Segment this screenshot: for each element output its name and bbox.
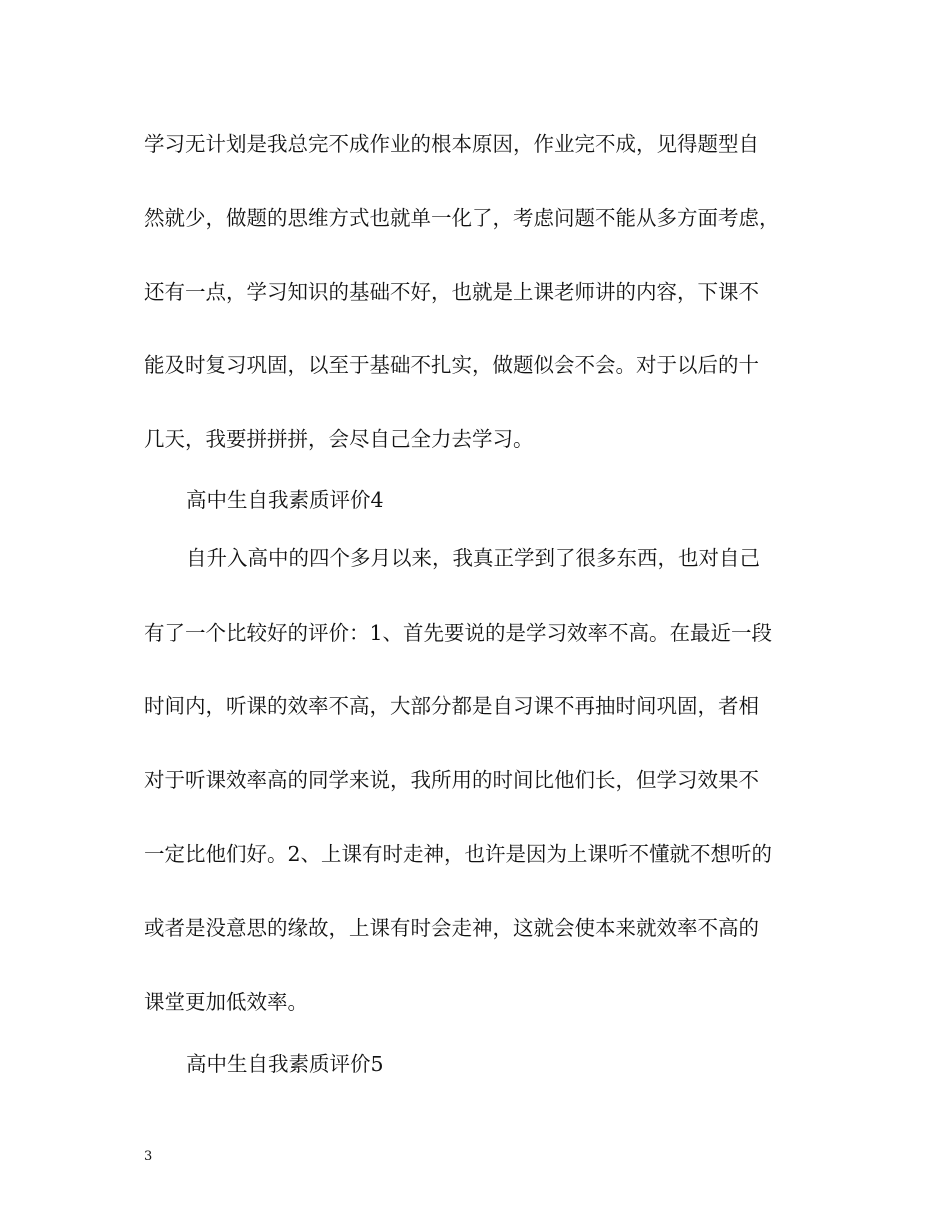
paragraph-line: 一定比他们好。2、上课有时走神，也许是因为上课听不懂就不想听的	[144, 842, 773, 866]
paragraph-line: 几天，我要拼拼拼，会尽自己全力去学习。	[144, 427, 534, 451]
paragraph-line: 有了一个比较好的评价：1、首先要说的是学习效率不高。在最近一段	[144, 621, 773, 645]
paragraph-line: 能及时复习巩固，以至于基础不扎实，做题似会不会。对于以后的十	[144, 353, 759, 377]
section-heading: 高中生自我素质评价4	[186, 488, 384, 512]
page-number: 3	[144, 1149, 153, 1164]
paragraph-line: 对于听课效率高的同学来说，我所用的时间比他们长，但学习效果不	[144, 768, 759, 792]
paragraph-line: 或者是没意思的缘故，上课有时会走神，这就会使本来就效率不高的	[144, 916, 759, 940]
paragraph-line: 自升入高中的四个多月以来，我真正学到了很多东西，也对自己	[186, 546, 760, 570]
paragraph-line: 时间内，听课的效率不高，大部分都是自习课不再抽时间巩固，者相	[144, 694, 759, 718]
paragraph-line: 然就少，做题的思维方式也就单一化了，考虑问题不能从多方面考虑，	[144, 206, 780, 230]
paragraph-line: 课堂更加低效率。	[144, 990, 308, 1014]
paragraph-line: 还有一点，学习知识的基础不好，也就是上课老师讲的内容，下课不	[144, 280, 759, 304]
paragraph-line: 学习无计划是我总完不成作业的根本原因，作业完不成，见得题型自	[144, 132, 759, 156]
section-heading: 高中生自我素质评价5	[186, 1052, 384, 1076]
